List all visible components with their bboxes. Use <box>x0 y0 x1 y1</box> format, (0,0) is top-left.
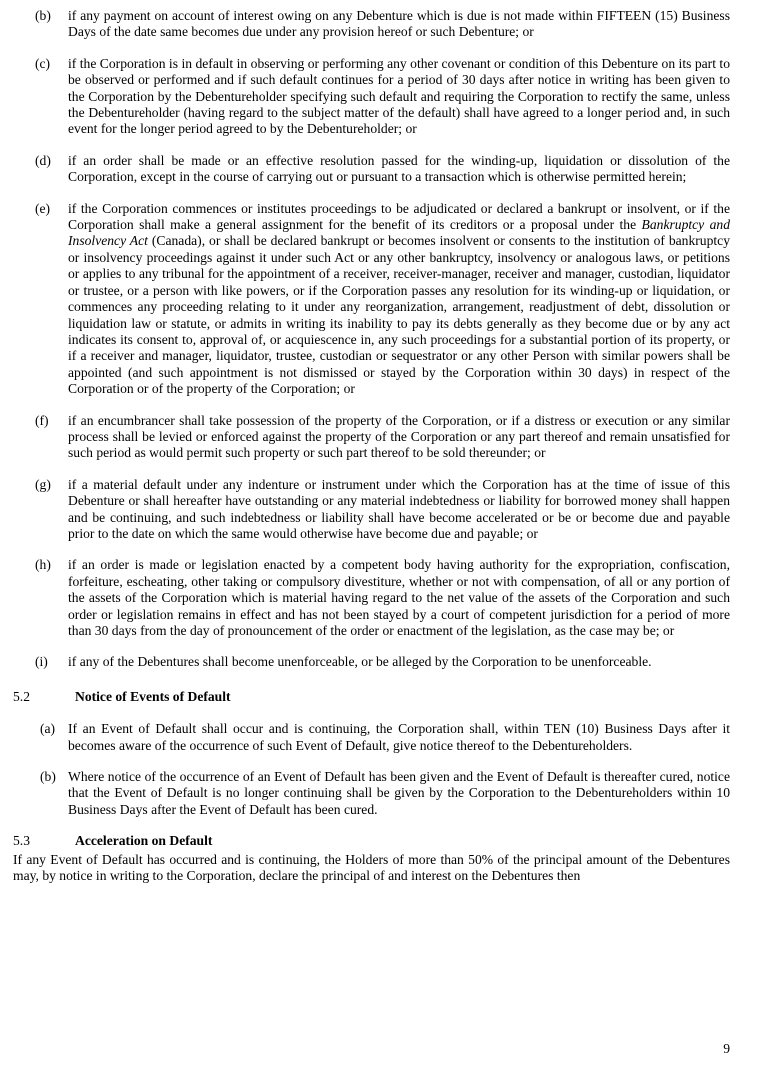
clause-text: if a material default under any indenture or instrument under which the Corporation has at the time of issue of this Debenture or shall hereafter have outstanding or any material indebtedness or liability for borrowed money shall happen and be continuing, and such indebtedness or liability shall have become accelerated or be or become due and payable prior to the date on which the same would otherwise have become due and payable; or <box>68 476 730 541</box>
clause-text: if an order is made or legislation enacted by a competent body having authority for the expropriation, confiscation, forfeiture, escheating, other taking or compulsory divestiture, whether or not with compensation, of all or any portion of the assets of the Corporation which is material having regard to the net value of the assets of the Corporation and such order or legislation remains in effect and has not been stayed by a court of competent jurisdiction for a period of more than 30 days from the day of pronouncement of the order or enactment of the legislation, as the case may be; or <box>68 557 730 638</box>
clause-text: If an Event of Default shall occur and is continuing, the Corporation shall, within TEN (10) Business Days after it becomes aware of the occurrence of such Event of Default, give notice thereof to the Debentureholders. <box>68 721 730 753</box>
clause-b <box>13 8 730 41</box>
clause-label: (c) <box>35 55 51 71</box>
section-5-2-clause-b <box>13 769 730 818</box>
clause-label: (a) <box>40 721 56 737</box>
section-5-2-clause-a <box>13 721 730 754</box>
statute-name-italic: Bankruptcy and Insolvency Act <box>68 217 731 249</box>
clause-label: (b) <box>40 769 56 785</box>
clause-i <box>13 654 730 670</box>
section-5-3-body: If any Event of Default has occurred and is continuing, the Holders of more than 50% of the principal amount of the Debentures may, by notice in writing to the Corporation, declare the principal of and interest on the Debentures then <box>13 851 730 884</box>
clause-label: (d) <box>35 152 51 168</box>
section-5-3-heading <box>13 833 730 849</box>
clause-text-segment: if the Corporation commences or institutes proceedings to be adjudicated or declared a bankrupt or insolvent, or if the Corporation shall make a general assignment for the benefit of its creditors or a proposal under the <box>68 200 730 233</box>
clause-f <box>13 413 730 462</box>
section-title: Acceleration on Default <box>75 833 213 849</box>
clause-c <box>13 56 730 138</box>
clause-text: if an encumbrancer shall take possession of the property of the Corporation, or if a distress or execution or any similar process shall be levied or enforced against the property of the Corporation or any part thereof and remain unsatisfied for such period as would permit such property or such part thereof to be sold thereunder; or <box>68 412 730 461</box>
clause-label: (e) <box>35 200 51 216</box>
clause-d <box>13 153 730 186</box>
clause-text: Where notice of the occurrence of an Event of Default has been given and the Event of Default is thereafter cured, notice that the Event of Default is no longer continuing shall be given by the Corporation to the Debentureholders within 10 Business Days after the Event of Default has been cured. <box>68 769 730 817</box>
clause-label: (f) <box>35 412 49 428</box>
clause-text <box>68 201 730 398</box>
clause-label: (b) <box>35 8 51 23</box>
clause-label: (i) <box>35 654 48 670</box>
section-5-2-heading <box>13 689 730 705</box>
clause-text: if the Corporation is in default in observing or performing any other covenant or condition of this Debenture on its part to be observed or performed and if such default continues for a period of 30 days after notice in writing has been given to the Corporation by the Debentureholder specifying such default and requiring the Corporation to rectify the same, unless the Debentureholder (having regard to the subject matter of the default) shall have agreed to a longer period and, in such event for the longer period agreed to by the Debentureholder; or <box>68 55 730 137</box>
clause-e <box>13 201 730 398</box>
clause-g <box>13 477 730 543</box>
section-title: Notice of Events of Default <box>75 688 231 704</box>
clause-text: if any payment on account of interest owing on any Debenture which is due is not made within FIFTEEN (15) Business Days of the date same becomes due under any provision hereof or such Debenture; or <box>68 8 730 40</box>
clause-text: if any of the Debentures shall become unenforceable, or be alleged by the Corporation to be unenforceable. <box>68 654 652 670</box>
section-number: 5.2 <box>13 688 30 704</box>
page-number: 9 <box>723 1040 730 1056</box>
clause-label: (g) <box>35 476 51 492</box>
section-number: 5.3 <box>13 833 30 849</box>
clause-h <box>13 557 730 639</box>
clause-text: if an order shall be made or an effective resolution passed for the winding-up, liquidation or dissolution of the Corporation, except in the course of carrying out or pursuant to a transaction which is otherwise permitted herein; <box>68 152 730 185</box>
clause-text-segment: (Canada), or shall be declared bankrupt or becomes insolvent or consents to the institution of bankruptcy or insolvency proceedings against it under such Act or any other bankruptcy, insolvency or analogous laws, or petitions or applies to any tribunal for the appointment of a receiver, receiver-manager, receiver and manager, custodian, liquidator or trustee, or a person with like powers, or if the Corporation passes any resolution for its winding-up or liquidation, or commences any proceeding relating to it under any reorganization, arrangement, readjustment of debt, dissolution or liquidation law or statute, or admits in writing its inability to pay its debts generally as they become due or by any act indicates its consent to, approval of, or acquiescence in, any such proceedings for a substantial portion of its property, or if a receiver and manager, liquidator, trustee, custodian or sequestrator or any other Person with similar powers shall be appointed (and such appointment is not dismissed or stayed by the Corporation within 30 days) in respect of the Corporation or of the property of the Corporation; or <box>68 233 730 397</box>
clause-label: (h) <box>35 557 51 573</box>
